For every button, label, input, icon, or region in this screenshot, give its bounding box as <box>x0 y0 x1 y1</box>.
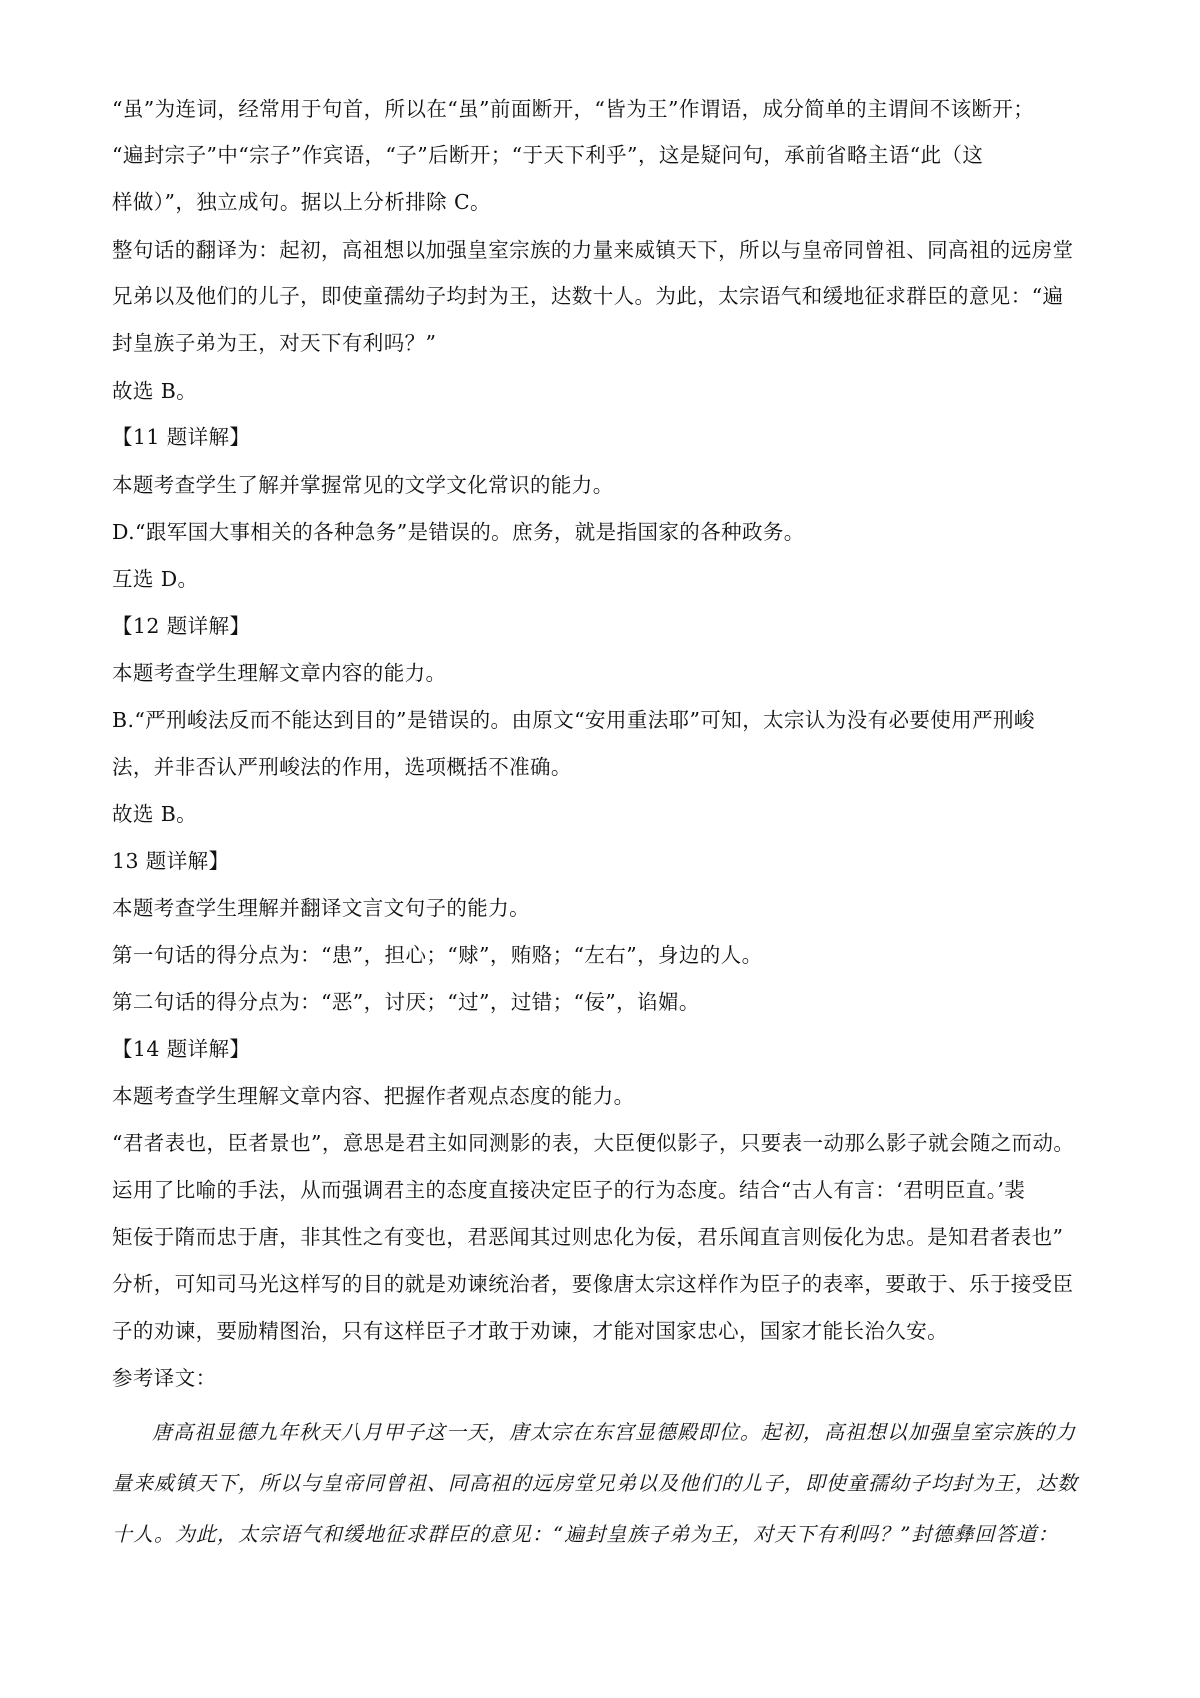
text-line: 样做）”，独立成句。据以上分析排除 C。 <box>112 190 491 214</box>
text-line: 本题考查学生理解文章内容、把握作者观点态度的能力。 <box>112 1084 635 1108</box>
text-line: B.“严刑峻法反而不能达到目的”是错误的。由原文“安用重法耶”可知，太宗认为没有必要使用严刑峻 <box>112 708 1035 732</box>
text-line: 运用了比喻的手法，从而强调君主的态度直接决定臣子的行为态度。结合“古人有言：‘君明臣直。’裴 <box>112 1178 1026 1202</box>
text-line: 本题考查学生了解并掌握常见的文学文化常识的能力。 <box>112 473 614 497</box>
text-line: 第二句话的得分点为：“恶”，讨厌；“过”，过错；“佞”，谄媚。 <box>112 990 700 1014</box>
text-line: 法，并非否认严刑峻法的作用，选项概括不准确。 <box>112 755 572 779</box>
text-line: 本题考查学生理解文章内容的能力。 <box>112 661 447 685</box>
translation-line: 唐高祖显德九年秋天八月甲子这一天，唐太宗在东宫显德殿即位。起初，高祖想以加强皇室宗族的力 <box>152 1420 1076 1444</box>
section-heading: 13 题详解】 <box>112 849 230 873</box>
text-line: 分析，可知司马光这样写的目的就是劝谏统治者，要像唐太宗这样作为臣子的表率，要敢于、乐于接受臣 <box>112 1272 1074 1296</box>
text-line: 互选 D。 <box>112 567 199 591</box>
text-line: 整句话的翻译为：起初，高祖想以加强皇室宗族的力量来威镇天下，所以与皇帝同曾祖、同高祖的远房堂 <box>112 238 1074 262</box>
text-line: 故选 B。 <box>112 802 198 826</box>
text-line: 本题考查学生理解并翻译文言文句子的能力。 <box>112 896 530 920</box>
section-heading: 【14 题详解】 <box>112 1037 251 1061</box>
text-line: 故选 B。 <box>112 379 198 403</box>
text-line: 参考译文： <box>112 1366 217 1390</box>
text-line: “虽”为连词，经常用于句首，所以在“虽”前面断开，“皆为王”作谓语，成分简单的主谓间不该断开； <box>112 97 1035 121</box>
text-line: 封皇族子弟为王，对天下有利吗？” <box>112 331 437 355</box>
translation-line: 十人。为此，太宗语气和缓地征求群臣的意见：“遍封皇族子弟为王，对天下有利吗？”封德彝回答道： <box>112 1522 1059 1546</box>
text-line: 兄弟以及他们的儿子，即使童孺幼子均封为王，达数十人。为此，太宗语气和缓地征求群臣的意见：“遍 <box>112 284 1064 308</box>
section-heading: 【11 题详解】 <box>112 425 251 449</box>
text-line: 第一句话的得分点为：“患”，担心；“赇”，贿赂；“左右”，身边的人。 <box>112 943 763 967</box>
section-heading: 【12 题详解】 <box>112 614 251 638</box>
text-line: D.“跟军国大事相关的各种急务”是错误的。庶务，就是指国家的各种政务。 <box>112 520 805 544</box>
text-line: 矩佞于隋而忠于唐，非其性之有变也，君恶闻其过则忠化为佞，君乐闻直言则佞化为忠。是知君者表也” <box>112 1225 1064 1249</box>
text-line: 子的劝谏，要励精图治，只有这样臣子才敢于劝谏，才能对国家忠心，国家才能长治久安。 <box>112 1319 948 1343</box>
text-line: “君者表也，臣者景也”，意思是君主如同测影的表，大臣便似影子，只要表一动那么影子就会随之而动。 <box>112 1131 1075 1155</box>
text-line: “遍封宗子”中“宗子”作宾语，“子”后断开；“于天下利乎”，这是疑问句，承前省略主语“此（这 <box>112 143 984 167</box>
translation-line: 量来威镇天下，所以与皇帝同曾祖、同高祖的远房堂兄弟以及他们的儿子，即使童孺幼子均封为王，达数 <box>112 1471 1078 1495</box>
